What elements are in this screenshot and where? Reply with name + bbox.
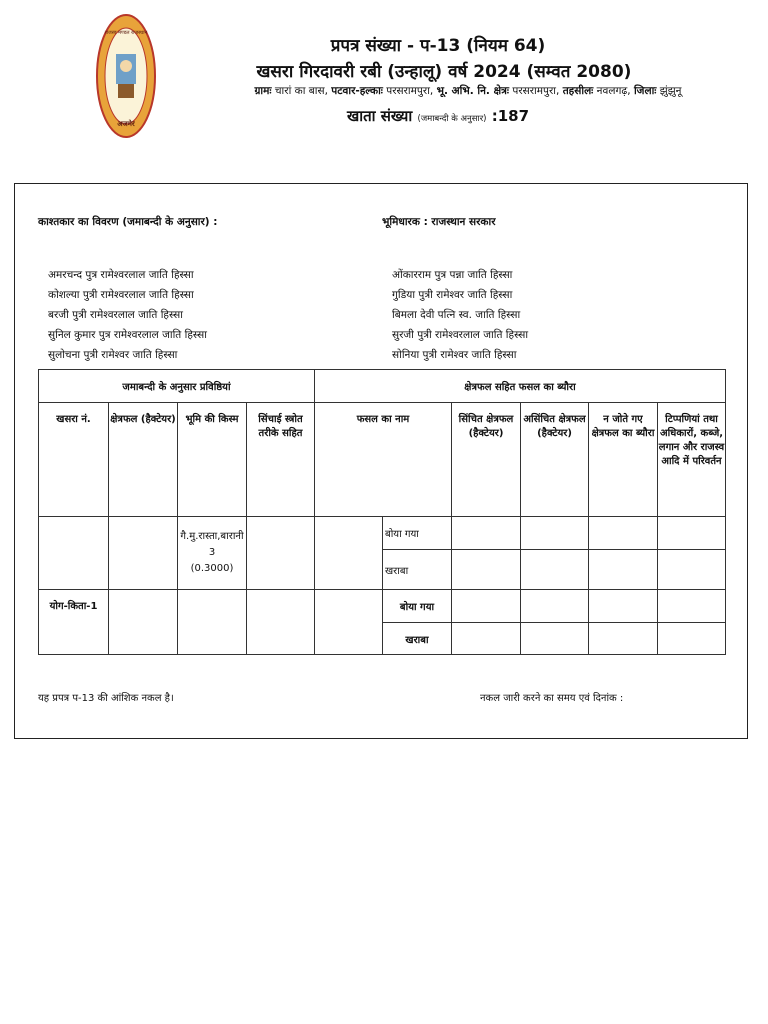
account-label: खाता संख्या [346,107,413,125]
total-damaged-label: खराबा [383,623,452,655]
bhu-value: परसरामपुरा, [512,85,560,97]
group-header-entries: जमाबन्दी के अनुसार प्रविष्ठियां [39,370,315,403]
land-type-line: 3 [208,547,216,558]
cell-crop-blank [315,517,383,590]
total-plots-label: योग-किता-1 [39,590,109,655]
cell-khasra [39,517,109,590]
cell-empty [589,623,658,655]
total-sown-label: बोया गया [383,590,452,623]
cultivator-item: सुलोचना पुत्री रामेश्वर जाति हिस्सा [48,349,178,361]
patwar-value: परसरामपुरा, [386,85,434,97]
cell-empty [315,590,383,655]
cell-land-type [178,517,247,590]
row-damaged-label: खराबा [383,550,452,590]
account-note: (जमाबन्दी के अनुसार) [417,114,487,124]
cell-empty [521,550,589,590]
cultivator-item: बिमला देवी पत्नि स्व. जाति हिस्सा [392,309,521,321]
tehsil-value: नवलगढ़, [596,85,631,97]
col-irrigation-source: सिंचाई स्त्रोत तरीके सहित [247,403,315,517]
row-sown-label: बोया गया [383,517,452,550]
patwar-label: पटवार-हल्काः [331,85,383,97]
cell-empty [109,590,178,655]
cell-empty [452,590,521,623]
seal-ring-text: राजस्व मण्डल राजस्थान [104,30,148,36]
cell-empty [452,623,521,655]
cultivator-item: बरजी पुत्री रामेश्वरलाल जाति हिस्सा [48,309,183,321]
cultivator-item: ओंकारराम पुत्र पन्ना जाति हिस्सा [392,269,513,281]
land-type-line: (0.3000) [190,563,234,574]
village-value: चारां का बास, [274,85,328,97]
register-title: खसरा गिरदावरी रबी (उन्हालू) वर्ष 2024 (सम्वत 2080) [256,62,632,82]
cell-empty [521,623,589,655]
account-value: :187 [491,107,530,125]
col-remarks: टिप्पणियां तथा अधिकारों, कब्जे, लगान और राजस्व आदि में परिवर्तन [658,403,726,517]
khasra-record-table [38,369,726,655]
cell-irrigation [247,517,315,590]
cell-empty [452,517,521,550]
village-label: ग्रामः [254,85,272,97]
cultivator-item: सुरजी पुत्री रामेश्वरलाल जाति हिस्सा [392,329,529,341]
copy-issue-datetime-label: नकल जारी करने का समय एवं दिनांक : [480,693,624,704]
col-khasra-number: खसरा नं. [39,403,109,517]
cell-empty [247,590,315,655]
form-title: प्रपत्र संख्या - प-13 (नियम 64) [330,36,546,56]
tehsil-label: तहसीलः [562,85,594,97]
cell-empty [521,517,589,550]
col-land-type: भूमि की किस्म [178,403,247,517]
cell-empty [589,590,658,623]
owner-heading: भूमिधारक : राजस्थान सरकार [382,216,496,228]
cell-empty [452,550,521,590]
col-unirrigated-area: असिंचित क्षेत्रफल (हैक्टेयर) [521,403,589,517]
cell-empty [658,623,726,655]
partial-copy-note: यह प्रपत्र प-13 की आंशिक नकल है। [38,693,174,704]
cell-empty [178,590,247,655]
bhu-label: भू. अभि. नि. क्षेत्रः [436,85,510,97]
col-crop-name: फसल का नाम [315,403,452,517]
cultivator-item: गुडिया पुत्री रामेश्वर जाति हिस्सा [392,289,513,301]
col-area: क्षेत्रफल (हैक्टेयर) [109,403,178,517]
cell-empty [589,550,658,590]
cultivator-item: सोनिया पुत्री रामेश्वर जाति हिस्सा [392,349,517,361]
land-type-line: गै.मु.रास्ता,बारानी [180,531,244,542]
location-line [84,84,768,98]
cell-empty [658,590,726,623]
col-irrigated-area: सिंचित क्षेत्रफल (हैक्टेयर) [452,403,521,517]
account-number-line [54,106,768,126]
cultivator-heading: काश्तकार का विवरण (जमाबन्दी के अनुसार) : [38,216,218,228]
cultivator-item: कोशल्या पुत्री रामेश्वरलाल जाति हिस्सा [48,289,194,301]
cell-empty [658,550,726,590]
district-label: जिलाः [633,85,657,97]
cell-empty [658,517,726,550]
cultivator-item: सुनिल कुमार पुत्र रामेश्वरलाल जाति हिस्सा [48,329,207,341]
cell-empty [521,590,589,623]
group-header-crop-details: क्षेत्रफल सहित फसल का ब्यौरा [315,370,726,403]
district-value: झुंझुनू [659,85,682,97]
cell-empty [589,517,658,550]
cell-area [109,517,178,590]
col-not-sown-area: न जोते गए क्षेत्रफल का ब्यौरा [589,403,658,517]
seal-bottom-text: अजमेर [117,120,135,128]
cultivator-item: अमरचन्द पुत्र रामेश्वरलाल जाति हिस्सा [48,269,194,281]
